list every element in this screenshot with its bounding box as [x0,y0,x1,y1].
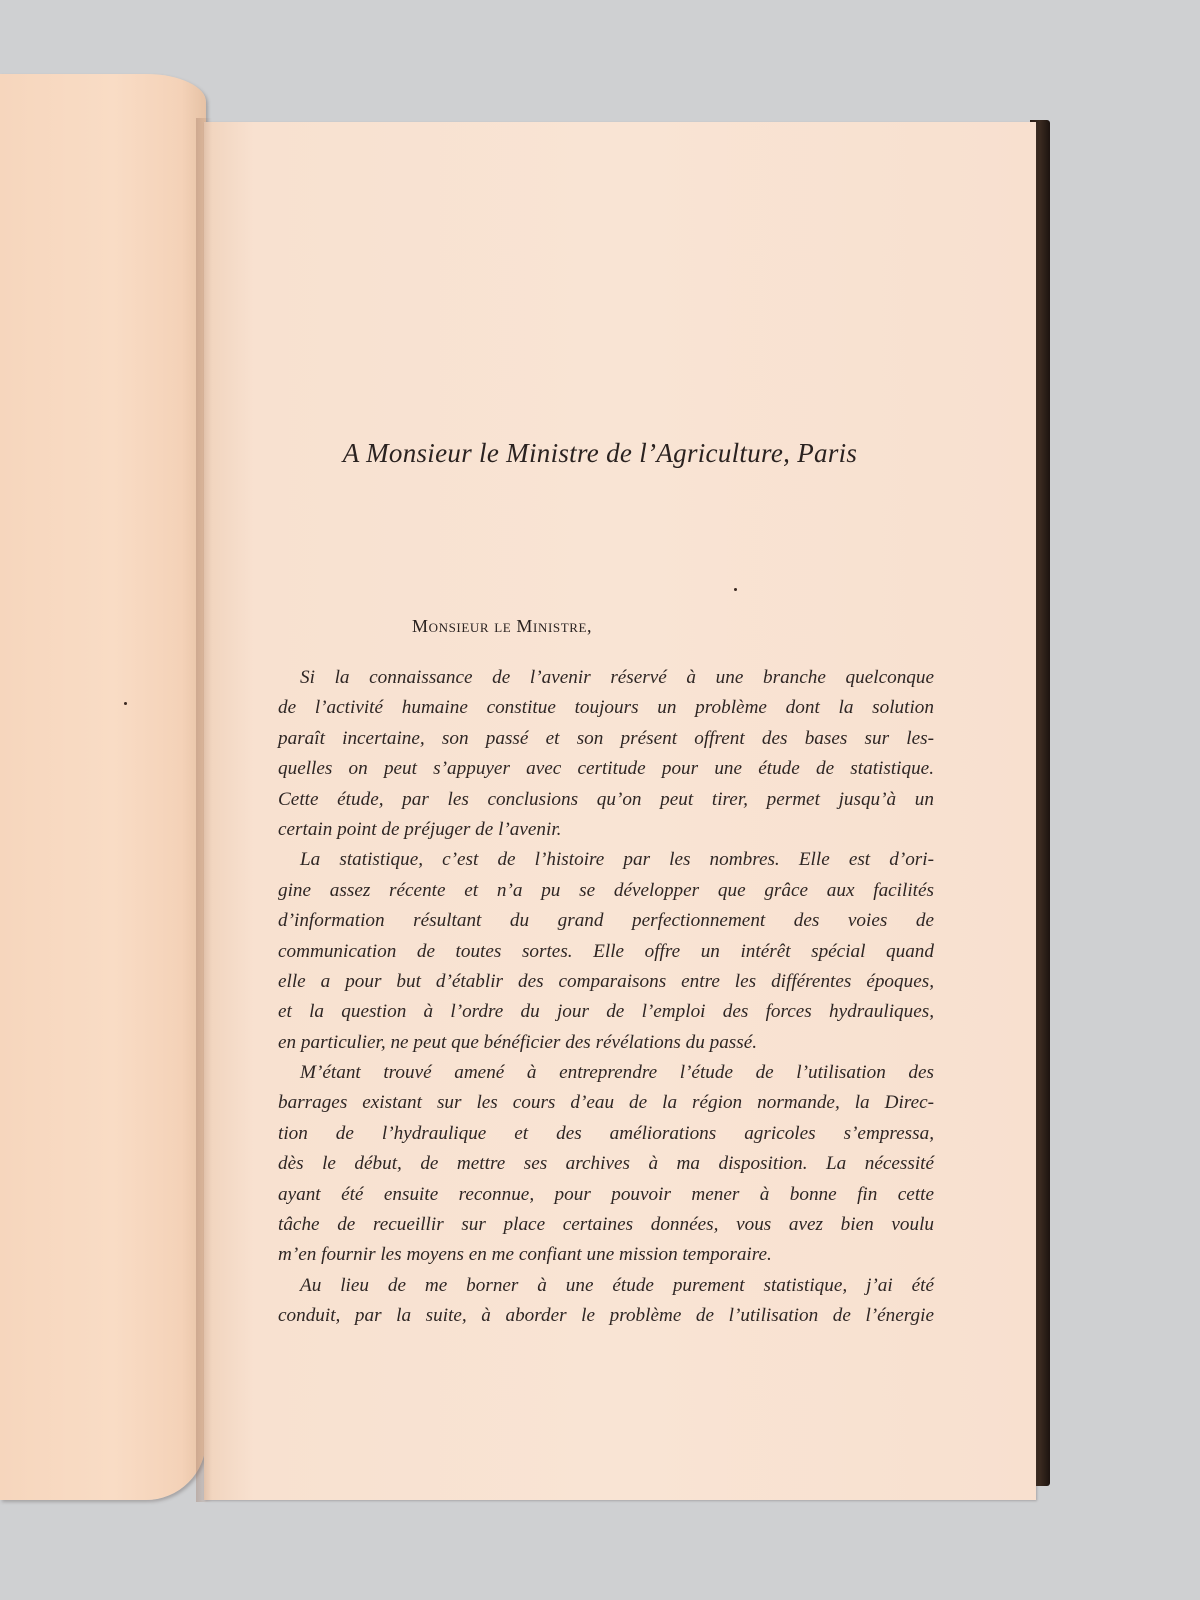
paper-speck [124,702,127,705]
paper-speck [734,588,737,591]
text-line: communication de toutes sortes. Elle offre un intérêt spécial quand [278,940,934,962]
text-line: dès le début, de mettre ses archives à ma disposition. La nécessité [278,1153,934,1175]
salutation: Monsieur le Ministre, [412,616,593,636]
text-line: de l’activité humaine constitue toujours un problème dont la solution [278,697,934,719]
text-line: Au lieu de me borner à une étude purement statistique, j’ai été [300,1274,934,1296]
text-line: tion de l’hydraulique et des améliorations agricoles s’empressa, [278,1122,934,1144]
text-line: Si la connaissance de l’avenir réservé à une branche quelconque [300,667,934,688]
text-line: La statistique, c’est de l’histoire par les nombres. Elle est d’ori- [300,849,934,871]
page-heading: A Monsieur le Ministre de l’Agriculture, Paris [342,438,858,468]
text-line: d’information résultant du grand perfectionnement des voies de [278,910,934,932]
text-line: M’étant trouvé amené à entreprendre l’étude de l’utilisation des [300,1062,934,1084]
gutter-shadow [196,118,212,1502]
text-line: certain point de préjuger de l’avenir. [278,818,562,840]
text-line: m’en fournir les moyens en me confiant une mission temporaire. [278,1244,772,1266]
left-page-curl [0,74,206,1500]
text-line: elle a pour but d’établir des comparaisons entre les différentes époques, [278,970,934,992]
text-line: en particulier, ne peut que bénéficier des révélations du passé. [278,1031,758,1053]
text-line: conduit, par la suite, à aborder le problème de l’utilisation de l’énergie [278,1305,934,1327]
text-line: ayant été ensuite reconnue, pour pouvoir mener à bonne fin cette [278,1183,934,1205]
text-line: et la question à l’ordre du jour de l’emploi des forces hydrauliques, [278,1001,934,1023]
text-line: paraît incertaine, son passé et son présent offrent des bases sur les- [278,727,934,749]
text-line: quelles on peut s’appuyer avec certitude pour une étude de statistique. [278,758,934,780]
letter-body [278,663,934,1332]
text-line: gine assez récente et n’a pu se développer que grâce aux facilités [278,879,934,901]
text-line: barrages existant sur les cours d’eau de la région normande, la Direc- [278,1092,934,1114]
text-line: Cette étude, par les conclusions qu’on peut tirer, permet jusqu’à un [278,788,934,810]
text-line: tâche de recueillir sur place certaines données, vous avez bien voulu [278,1214,934,1236]
